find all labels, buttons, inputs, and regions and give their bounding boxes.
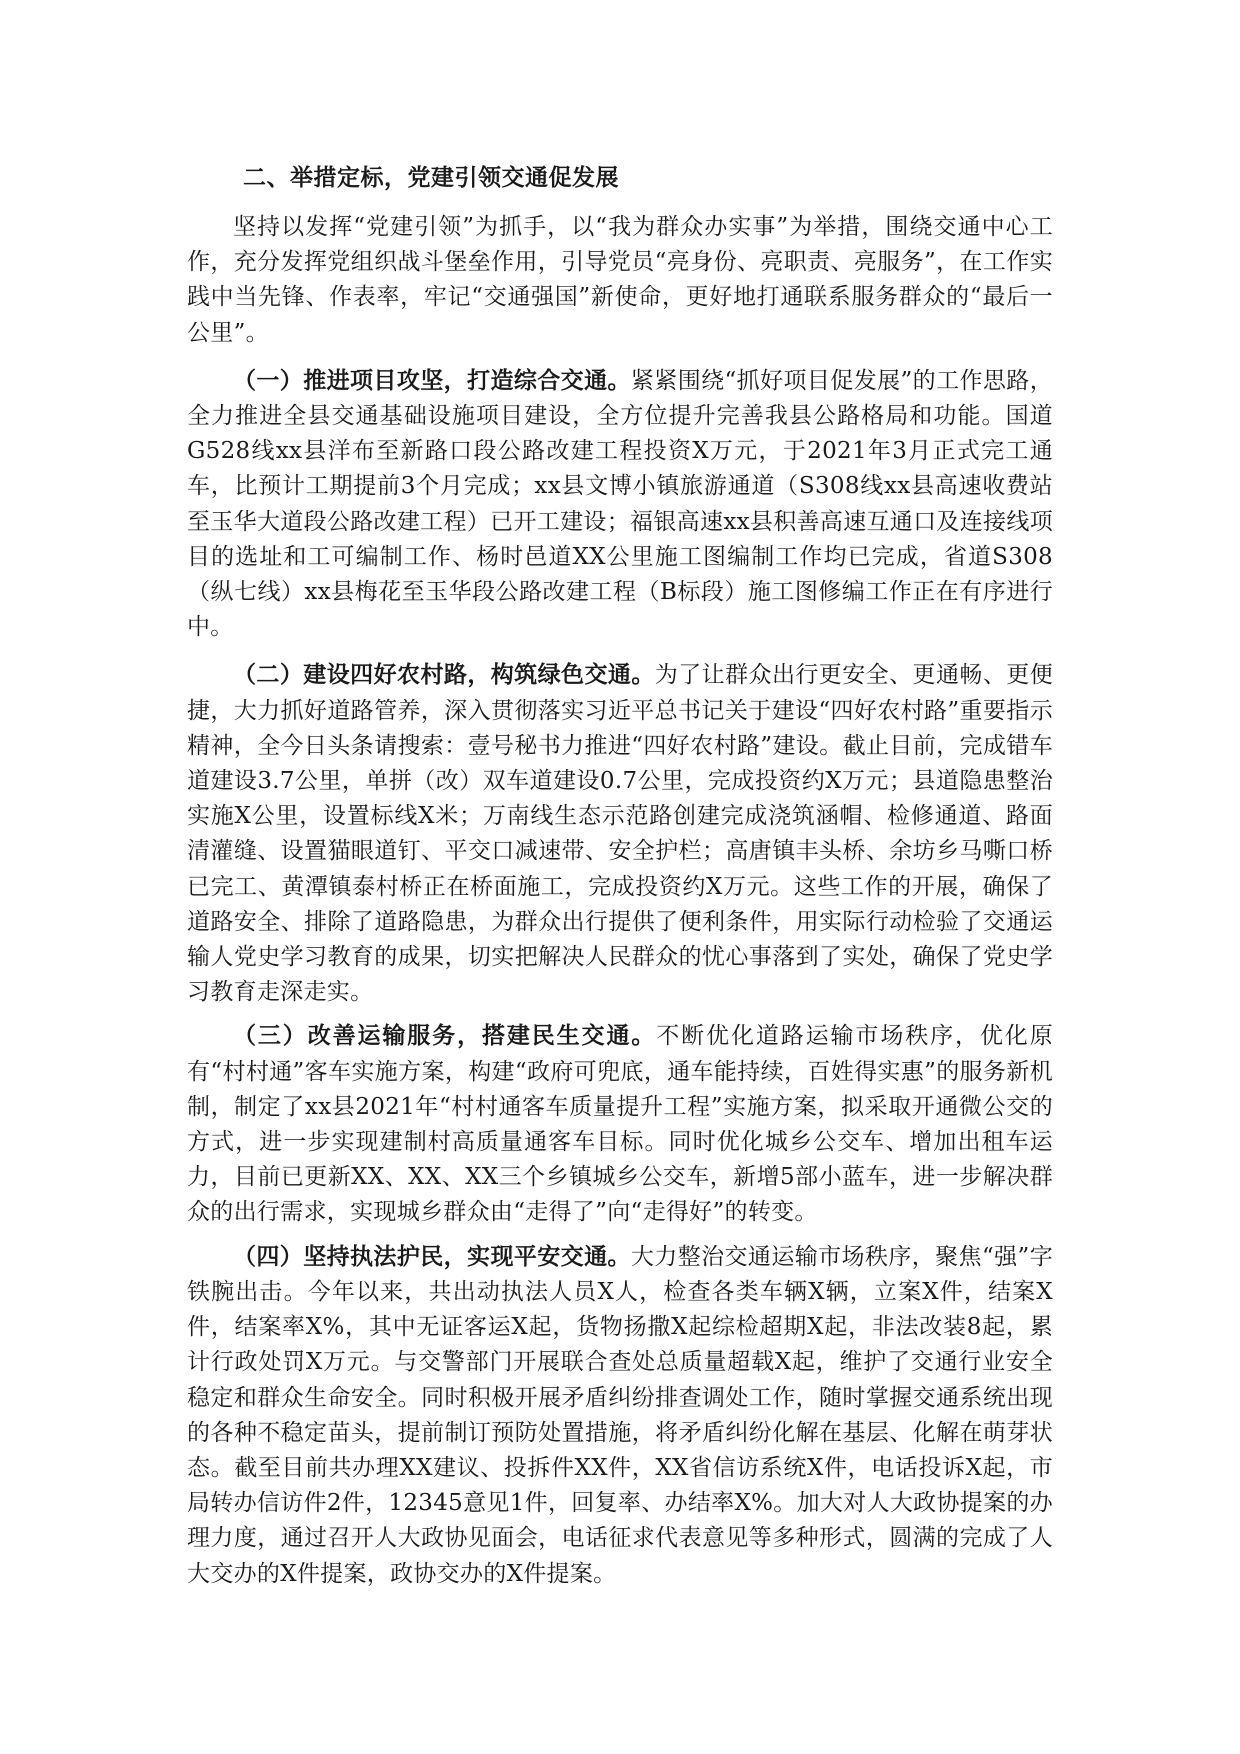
paragraph-lead: （四）坚持执法护民，实现平安交通。: [233, 1242, 631, 1270]
section-heading: 二、举措定标，党建引领交通促发展: [243, 164, 619, 191]
paragraph-body: 大力整治交通运输市场秩序，聚焦“强”字铁腕出击。今年以来，共出动执法人员X人，检查各类车辆X辆，立案X件，结案X件，结案率X%，其中无证客运X起，货物扬撒X起综检超期X起，非法改装8起，累计行政处罚X万元。与交警部门开展联合查处总质量超载X起，维护了交通行业安全稳定和群众生命安全。同时积极开展矛盾纠纷排查调处工作，随时掌握交通系统出现的各种不稳定苗头，提前制订预防处置措施，将矛盾纠纷化解在基层、化解在萌芽状态。截至目前共办理XX建议、投拆件XX件，XX省信访系统X件，电话投诉X起，市局转办信访件2件，12345意见1件，回复率、办结率X%。加大对人大政协提案的办理力度，通过召开人大政协见面会，电话征求代表意见等多种形式，圆满的完成了人大交办的X件提案，政协交办的X件提案。: [187, 1243, 1053, 1587]
paragraph-lead: （一）推进项目攻坚，打造综合交通。: [233, 366, 631, 394]
paragraph-body: 紧紧围绕“抓好项目促发展”的工作思路，全力推进全县交通基础设施项目建设，全方位提升完善我县公路格局和功能。国道G528线xx县洋布至新路口段公路改建工程投资X万元，于2021年3月正式完工通车，比预计工期提前3个月完成；xx县文博小镇旅游通道（S308线xx县高速收费站至玉华大道段公路改建工程）已开工建设；福银高速xx县积善高速互通口及连接线项目的选址和工可编制工作、杨时邑道XX公里施工图编制工作均已完成，省道S308（纵七线）xx县梅花至玉华段公路改建工程（B标段）施工图修编工作正在有序进行中。: [187, 367, 1053, 641]
paragraph-lead: （二）建设四好农村路，构筑绿色交通。: [233, 661, 655, 689]
paragraph-transport-service: [187, 1018, 1053, 1230]
intro-paragraph: 坚持以发挥“党建引领”为抓手，以“我为群众办实事”为举措，围绕交通中心工作，充分发挥党组织战斗堡垒作用，引导党员“亮身份、亮职责、亮服务”，在工作实践中当先锋、作表率，牢记“交通强国”新使命，更好地打通联系服务群众的“最后一公里”。: [187, 214, 1053, 346]
paragraph-lead: （三）改善运输服务，搭建民生交通。: [233, 1022, 657, 1050]
paragraph-law-enforcement: [187, 1239, 1053, 1592]
paragraph-body: 不断优化道路运输市场秩序，优化原有“村村通”客车实施方案，构建“政府可兜底，通车能持续，百姓得实惠”的服务新机制，制定了xx县2021年“村村通客车质量提升工程”实施方案，拟采取开通微公交的方式，进一步实现建制村高质量通客车目标。同时优化城乡公交车、增加出租车运力，目前已更新XX、XX、XX三个乡镇城乡公交车，新增5部小蓝车，进一步解决群众的出行需求，实现城乡群众由“走得了”向“走得好”的转变。: [187, 1023, 1053, 1226]
document-body: [187, 160, 1053, 1592]
paragraph-body: 为了让群众出行更安全、更通畅、更便捷，大力抓好道路管养，深入贯彻落实习近平总书记关于建设“四好农村路”重要指示精神，全今日头条请搜索：壹号秘书力推进“四好农村路”建设。截止目前，完成错车道建设3.7公里，单拼（改）双车道建设0.7公里，完成投资约X万元；县道隐患整治实施X公里，设置标线X米；万南线生态示范路创建完成浇筑涵帽、检修通道、路面清灌缝、设置猫眼道钉、平交口减速带、安全护栏；高唐镇丰头桥、余坊乡马嘶口桥已完工、黄潭镇泰村桥正在桥面施工，完成投资约X万元。这些工作的开展，确保了道路安全、排除了道路隐患，为群众出行提供了便利条件，用实际行动检验了交通运输人党史学习教育的成果，切实把解决人民群众的忧心事落到了实处，确保了党史学习教育走深走实。: [187, 662, 1053, 1006]
paragraph-project-push: [187, 363, 1053, 646]
paragraph-rural-roads: [187, 657, 1053, 1010]
